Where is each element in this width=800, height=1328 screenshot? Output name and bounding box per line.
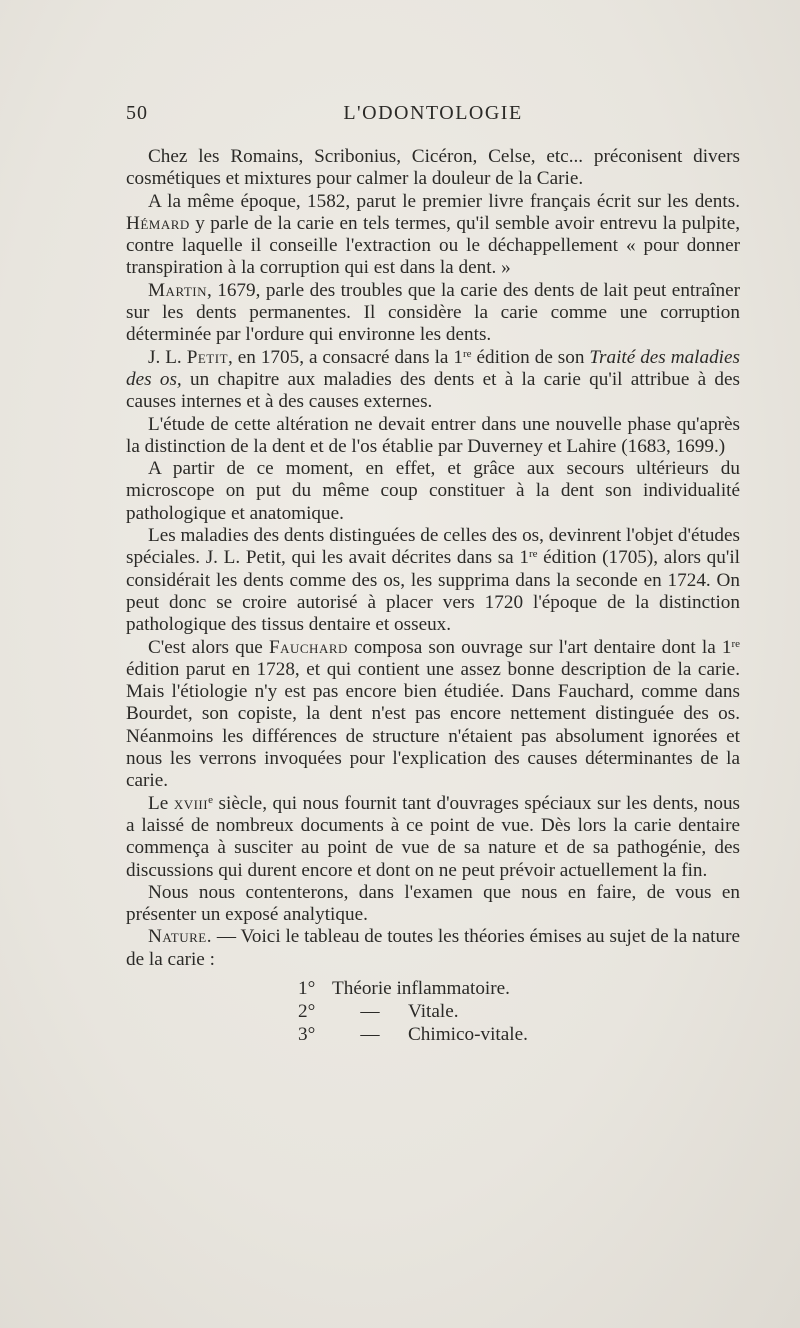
paragraph-fauchard: C'est alors que Fauchard composa son ouvrage sur l'art dentaire dont la 1re édition parut en 1728, et qui contient une assez bonne description de la carie. Mais l'étiologie n'y est pas encore bien étudiée. Dans Fauchard, comme dans Bourdet, son copiste, la dent n'est pas encore nettement distinguée des os. Néanmoins les différences de structure n'étaient pas absolument ignorées et nous les verrons invoquées pour l'explication des causes déterminantes de la carie. (126, 636, 740, 792)
author-martin: Martin (148, 279, 207, 301)
list-item: 3° — Chimico-vitale. (298, 1023, 528, 1045)
theories-list (298, 977, 740, 1046)
paragraph-romains: Chez les Romains, Scribonius, Cicéron, Celse, etc... préconisent divers cosmétiques et mixtures pour calmer la douleur de la Carie. (126, 146, 740, 190)
author-petit: Petit (186, 346, 229, 368)
list-item: 1° Théorie inflammatoire. (298, 977, 510, 999)
paragraph-petit: J. L. Petit, en 1705, a consacré dans la 1re édition de son Traité des maladies des os, un chapitre aux maladies des dents et à la carie qu'il attribue à des causes internes et à des causes externes. (126, 346, 741, 413)
paragraph-martin: Martin, 1679, parle des troubles que la carie des dents de lait peut entraîner sur les dents permanentes. Il considère la carie comme une corruption déterminée par l'ordure qui environne les dents. (126, 279, 740, 346)
paragraph-microscope: A partir de ce moment, en effet, et grâce aux secours ultérieurs du microscope on put du même coup constituer à la dent son individualité pathologique et anatomique. (126, 458, 740, 524)
century-numeral: xviii (173, 792, 209, 814)
paragraph-1582: A la même époque, 1582, parut le premier livre français écrit sur les dents. Hémard y parle de la carie en tels termes, qu'il semble avoir entrevu la pulpite, contre laquelle il conseille l'extraction ou le déchappellement « pour donner transpiration à la corruption qui est dans la dent. » (126, 190, 741, 279)
running-title: L'ODONTOLOGIE (343, 102, 523, 124)
page-body (126, 146, 740, 1046)
book-title: Traité des maladies des os, (126, 346, 740, 390)
paragraph-maladies: Les maladies des dents distinguées de celles des os, devinrent l'objet d'études spéciales. J. L. Petit, qui les avait décrites dans sa 1re édition (1705), alors qu'il considérait les dents comme des os, les supprima dans la seconde en 1724. On peut donc se croire autorisé à placer vers 1720 l'époque de la distinction pathologique des tissus dentaire et osseux. (126, 525, 740, 636)
author-hemard: Hémard (126, 212, 190, 234)
author-fauchard: Fauchard (268, 636, 348, 658)
list-item: 2° — Vitale. (298, 1000, 459, 1022)
paragraph-nature: Nature. — Voici le tableau de toutes les théories émises au sujet de la nature de la carie : (126, 926, 740, 970)
section-label: Nature. (148, 926, 213, 948)
paragraph-etude: L'étude de cette altération ne devait entrer dans une nouvelle phase qu'après la distinction de la dent et de l'os établie par Duverney et Lahire (1683, 1699.) (126, 413, 740, 457)
paragraph-siecle: Le xviii$^e$ siècle, qui nous fournit tant d'ouvrages spéciaux sur les dents, nous a laissé de nombreux documents à ce point de vue. Dès lors la carie dentaire commença à susciter au point de vue de sa nature et de sa pathogénie, des discussions qui durent encore et dont on ne peut prévoir actuellement la fin. (126, 792, 741, 881)
paragraph-examen: Nous nous contenterons, dans l'examen que nous en faire, de vous en présenter un exposé analytique. (126, 881, 740, 926)
page-number: 50 (126, 102, 148, 124)
